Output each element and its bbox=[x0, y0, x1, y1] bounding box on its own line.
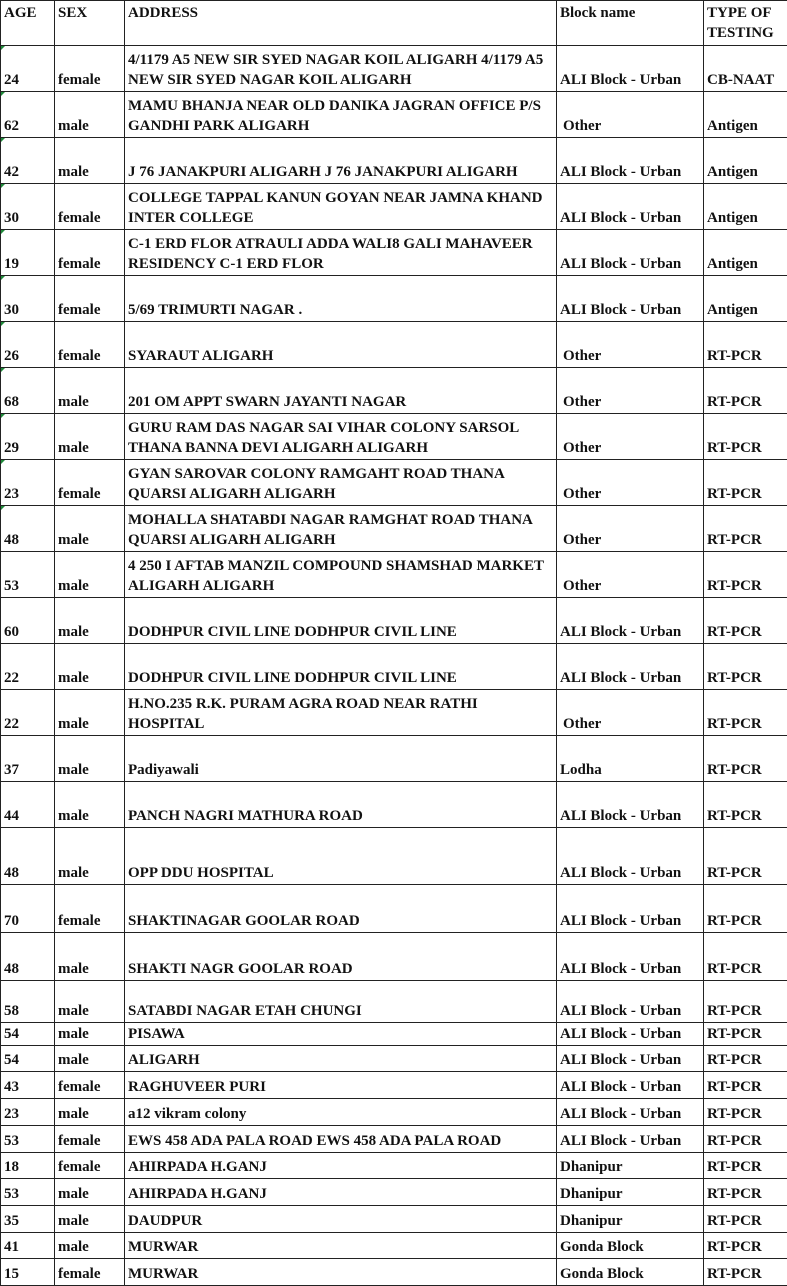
testing-type-cell: RT-PCR bbox=[704, 1206, 787, 1233]
sex-cell: male bbox=[55, 933, 125, 981]
sex-cell: female bbox=[55, 276, 125, 322]
address-cell: DAUDPUR bbox=[125, 1206, 557, 1233]
block-name-cell: Other bbox=[557, 414, 704, 460]
testing-type-cell: CB-NAAT bbox=[704, 46, 787, 92]
table-row bbox=[1, 1046, 787, 1072]
cell-comment-marker bbox=[1, 92, 5, 96]
address-cell: MURWAR bbox=[125, 1233, 557, 1259]
header-row bbox=[1, 1, 787, 46]
sex-cell: female bbox=[55, 885, 125, 933]
age-cell: 53 bbox=[1, 1126, 55, 1153]
cell-comment-marker bbox=[1, 276, 5, 280]
sex-cell: male bbox=[55, 92, 125, 138]
cell-comment-marker bbox=[1, 506, 5, 510]
address-cell: AHIRPADA H.GANJ bbox=[125, 1179, 557, 1206]
sex-cell: female bbox=[55, 230, 125, 276]
age-cell: 68 bbox=[1, 368, 55, 414]
address-cell: RAGHUVEER PURI bbox=[125, 1072, 557, 1099]
block-name-cell: ALI Block - Urban bbox=[557, 644, 704, 690]
address-cell: MAMU BHANJA NEAR OLD DANIKA JAGRAN OFFICE P/S GANDHI PARK ALIGARH bbox=[125, 92, 557, 138]
block-name-cell: ALI Block - Urban bbox=[557, 1046, 704, 1072]
sex-cell: male bbox=[55, 414, 125, 460]
age-cell: 30 bbox=[1, 184, 55, 230]
table-row bbox=[1, 1206, 787, 1233]
address-cell: J 76 JANAKPURI ALIGARH J 76 JANAKPURI ALIGARH bbox=[125, 138, 557, 184]
age-cell: 23 bbox=[1, 460, 55, 506]
cell-comment-marker bbox=[1, 460, 5, 464]
table-row bbox=[1, 276, 787, 322]
age-cell: 35 bbox=[1, 1206, 55, 1233]
age-cell: 44 bbox=[1, 782, 55, 828]
address-cell: GURU RAM DAS NAGAR SAI VIHAR COLONY SARSOL THANA BANNA DEVI ALIGARH ALIGARH bbox=[125, 414, 557, 460]
table-row bbox=[1, 368, 787, 414]
age-cell: 22 bbox=[1, 644, 55, 690]
block-name-cell: ALI Block - Urban bbox=[557, 782, 704, 828]
age-cell: 30 bbox=[1, 276, 55, 322]
sex-cell: male bbox=[55, 644, 125, 690]
cell-comment-marker bbox=[1, 368, 5, 372]
age-cell: 62 bbox=[1, 92, 55, 138]
testing-type-cell: RT-PCR bbox=[704, 1179, 787, 1206]
address-cell: SATABDI NAGAR ETAH CHUNGI bbox=[125, 981, 557, 1023]
testing-type-cell: RT-PCR bbox=[704, 690, 787, 736]
address-cell: SHAKTINAGAR GOOLAR ROAD bbox=[125, 885, 557, 933]
sex-cell: female bbox=[55, 1126, 125, 1153]
block-name-cell: ALI Block - Urban bbox=[557, 598, 704, 644]
block-name-cell: Gonda Block bbox=[557, 1259, 704, 1286]
table-row bbox=[1, 1099, 787, 1126]
block-name-cell: ALI Block - Urban bbox=[557, 46, 704, 92]
table-row bbox=[1, 184, 787, 230]
age-cell: 18 bbox=[1, 1153, 55, 1179]
testing-type-cell: RT-PCR bbox=[704, 1233, 787, 1259]
age-cell: 15 bbox=[1, 1259, 55, 1286]
address-cell: DODHPUR CIVIL LINE DODHPUR CIVIL LINE bbox=[125, 644, 557, 690]
cell-comment-marker bbox=[1, 230, 5, 234]
testing-type-cell: RT-PCR bbox=[704, 1126, 787, 1153]
age-cell: 41 bbox=[1, 1233, 55, 1259]
table-row bbox=[1, 506, 787, 552]
address-cell: 5/69 TRIMURTI NAGAR . bbox=[125, 276, 557, 322]
testing-type-cell: RT-PCR bbox=[704, 368, 787, 414]
testing-type-cell: RT-PCR bbox=[704, 1099, 787, 1126]
block-name-cell: Dhanipur bbox=[557, 1206, 704, 1233]
block-name-cell: ALI Block - Urban bbox=[557, 1126, 704, 1153]
sex-cell: male bbox=[55, 1206, 125, 1233]
table-row bbox=[1, 1233, 787, 1259]
address-cell: ALIGARH bbox=[125, 1046, 557, 1072]
block-name-cell: ALI Block - Urban bbox=[557, 885, 704, 933]
sex-cell: male bbox=[55, 552, 125, 598]
block-name-cell: Lodha bbox=[557, 736, 704, 782]
testing-type-cell: RT-PCR bbox=[704, 644, 787, 690]
block-name-cell: Other bbox=[557, 322, 704, 368]
table-row bbox=[1, 644, 787, 690]
age-cell: 48 bbox=[1, 506, 55, 552]
age-cell: 48 bbox=[1, 933, 55, 981]
address-cell: MURWAR bbox=[125, 1259, 557, 1286]
table-row bbox=[1, 552, 787, 598]
block-name-cell: Other bbox=[557, 552, 704, 598]
testing-type-cell: RT-PCR bbox=[704, 933, 787, 981]
age-cell: 70 bbox=[1, 885, 55, 933]
table-row bbox=[1, 138, 787, 184]
age-cell: 48 bbox=[1, 828, 55, 885]
address-cell: C-1 ERD FLOR ATRAULI ADDA WALI8 GALI MAHAVEER RESIDENCY C-1 ERD FLOR bbox=[125, 230, 557, 276]
sex-cell: female bbox=[55, 46, 125, 92]
sex-cell: male bbox=[55, 1233, 125, 1259]
age-cell: 54 bbox=[1, 1046, 55, 1072]
block-name-cell: ALI Block - Urban bbox=[557, 276, 704, 322]
table-row bbox=[1, 885, 787, 933]
block-name-cell: Other bbox=[557, 92, 704, 138]
table-row bbox=[1, 322, 787, 368]
address-cell: AHIRPADA H.GANJ bbox=[125, 1153, 557, 1179]
address-cell: a12 vikram colony bbox=[125, 1099, 557, 1126]
testing-type-cell: RT-PCR bbox=[704, 736, 787, 782]
block-name-cell: ALI Block - Urban bbox=[557, 981, 704, 1023]
testing-type-cell: RT-PCR bbox=[704, 322, 787, 368]
age-cell: 24 bbox=[1, 46, 55, 92]
sex-cell: male bbox=[55, 981, 125, 1023]
age-cell: 22 bbox=[1, 690, 55, 736]
age-cell: 26 bbox=[1, 322, 55, 368]
cell-comment-marker bbox=[1, 138, 5, 142]
testing-type-cell: RT-PCR bbox=[704, 1072, 787, 1099]
testing-type-cell: RT-PCR bbox=[704, 981, 787, 1023]
block-name-cell: ALI Block - Urban bbox=[557, 933, 704, 981]
age-cell: 43 bbox=[1, 1072, 55, 1099]
sex-cell: male bbox=[55, 782, 125, 828]
sex-cell: female bbox=[55, 460, 125, 506]
address-cell: COLLEGE TAPPAL KANUN GOYAN NEAR JAMNA KHAND INTER COLLEGE bbox=[125, 184, 557, 230]
testing-type-cell: RT-PCR bbox=[704, 1259, 787, 1286]
table-row bbox=[1, 230, 787, 276]
address-cell: 4 250 I AFTAB MANZIL COMPOUND SHAMSHAD MARKET ALIGARH ALIGARH bbox=[125, 552, 557, 598]
testing-type-cell: RT-PCR bbox=[704, 1023, 787, 1046]
testing-type-cell: RT-PCR bbox=[704, 828, 787, 885]
table-row bbox=[1, 1126, 787, 1153]
block-name-cell: ALI Block - Urban bbox=[557, 1099, 704, 1126]
block-name-cell: Other bbox=[557, 460, 704, 506]
sex-cell: male bbox=[55, 138, 125, 184]
table-row bbox=[1, 1153, 787, 1179]
block-name-cell: ALI Block - Urban bbox=[557, 828, 704, 885]
testing-type-cell: RT-PCR bbox=[704, 552, 787, 598]
testing-type-cell: RT-PCR bbox=[704, 1153, 787, 1179]
cell-comment-marker bbox=[1, 184, 5, 188]
address-cell: Padiyawali bbox=[125, 736, 557, 782]
block-name-cell: Other bbox=[557, 506, 704, 552]
sex-cell: male bbox=[55, 598, 125, 644]
address-cell: OPP DDU HOSPITAL bbox=[125, 828, 557, 885]
header-block-name: Block name bbox=[557, 1, 704, 46]
age-cell: 23 bbox=[1, 1099, 55, 1126]
address-cell: H.NO.235 R.K. PURAM AGRA ROAD NEAR RATHI HOSPITAL bbox=[125, 690, 557, 736]
testing-type-cell: Antigen bbox=[704, 276, 787, 322]
cell-comment-marker bbox=[1, 46, 5, 50]
testing-type-cell: RT-PCR bbox=[704, 414, 787, 460]
address-cell: GYAN SAROVAR COLONY RAMGAHT ROAD THANA QUARSI ALIGARH ALIGARH bbox=[125, 460, 557, 506]
address-cell: 201 OM APPT SWARN JAYANTI NAGAR bbox=[125, 368, 557, 414]
address-cell: SYARAUT ALIGARH bbox=[125, 322, 557, 368]
cell-comment-marker bbox=[1, 414, 5, 418]
age-cell: 19 bbox=[1, 230, 55, 276]
block-name-cell: Gonda Block bbox=[557, 1233, 704, 1259]
block-name-cell: ALI Block - Urban bbox=[557, 138, 704, 184]
header-address: ADDRESS bbox=[125, 1, 557, 46]
testing-type-cell: RT-PCR bbox=[704, 460, 787, 506]
table-row bbox=[1, 1259, 787, 1286]
cell-comment-marker bbox=[1, 322, 5, 326]
testing-type-cell: RT-PCR bbox=[704, 885, 787, 933]
table-row bbox=[1, 828, 787, 885]
testing-type-cell: Antigen bbox=[704, 230, 787, 276]
age-cell: 29 bbox=[1, 414, 55, 460]
block-name-cell: Dhanipur bbox=[557, 1153, 704, 1179]
testing-type-cell: Antigen bbox=[704, 92, 787, 138]
block-name-cell: Other bbox=[557, 368, 704, 414]
age-cell: 53 bbox=[1, 1179, 55, 1206]
table-row bbox=[1, 414, 787, 460]
address-cell: PISAWA bbox=[125, 1023, 557, 1046]
testing-type-cell: RT-PCR bbox=[704, 598, 787, 644]
age-cell: 58 bbox=[1, 981, 55, 1023]
table-row bbox=[1, 981, 787, 1023]
sex-cell: male bbox=[55, 1179, 125, 1206]
block-name-cell: ALI Block - Urban bbox=[557, 1023, 704, 1046]
table-row bbox=[1, 46, 787, 92]
sex-cell: male bbox=[55, 1023, 125, 1046]
sex-cell: female bbox=[55, 1153, 125, 1179]
header-type-of-testing: TYPE OF TESTING bbox=[704, 1, 787, 46]
sex-cell: male bbox=[55, 736, 125, 782]
age-cell: 54 bbox=[1, 1023, 55, 1046]
block-name-cell: ALI Block - Urban bbox=[557, 184, 704, 230]
sex-cell: male bbox=[55, 506, 125, 552]
sex-cell: male bbox=[55, 828, 125, 885]
testing-type-cell: RT-PCR bbox=[704, 1046, 787, 1072]
block-name-cell: Other bbox=[557, 690, 704, 736]
table-row bbox=[1, 933, 787, 981]
address-cell: PANCH NAGRI MATHURA ROAD bbox=[125, 782, 557, 828]
age-cell: 37 bbox=[1, 736, 55, 782]
sex-cell: female bbox=[55, 322, 125, 368]
testing-type-cell: RT-PCR bbox=[704, 782, 787, 828]
table-row bbox=[1, 1072, 787, 1099]
sex-cell: male bbox=[55, 1046, 125, 1072]
address-cell: MOHALLA SHATABDI NAGAR RAMGHAT ROAD THANA QUARSI ALIGARH ALIGARH bbox=[125, 506, 557, 552]
testing-type-cell: RT-PCR bbox=[704, 506, 787, 552]
age-cell: 60 bbox=[1, 598, 55, 644]
table-row bbox=[1, 690, 787, 736]
block-name-cell: ALI Block - Urban bbox=[557, 230, 704, 276]
address-cell: DODHPUR CIVIL LINE DODHPUR CIVIL LINE bbox=[125, 598, 557, 644]
table-row bbox=[1, 460, 787, 506]
table-row bbox=[1, 1023, 787, 1046]
sex-cell: female bbox=[55, 1072, 125, 1099]
block-name-cell: Dhanipur bbox=[557, 1179, 704, 1206]
address-cell: 4/1179 A5 NEW SIR SYED NAGAR KOIL ALIGARH 4/1179 A5 NEW SIR SYED NAGAR KOIL ALIGARH bbox=[125, 46, 557, 92]
address-cell: EWS 458 ADA PALA ROAD EWS 458 ADA PALA ROAD bbox=[125, 1126, 557, 1153]
sex-cell: female bbox=[55, 184, 125, 230]
age-cell: 53 bbox=[1, 552, 55, 598]
header-age: AGE bbox=[1, 1, 55, 46]
address-cell: SHAKTI NAGR GOOLAR ROAD bbox=[125, 933, 557, 981]
table-row bbox=[1, 1179, 787, 1206]
table-row bbox=[1, 598, 787, 644]
testing-type-cell: Antigen bbox=[704, 138, 787, 184]
table-row bbox=[1, 782, 787, 828]
header-sex: SEX bbox=[55, 1, 125, 46]
sex-cell: male bbox=[55, 1099, 125, 1126]
sex-cell: male bbox=[55, 690, 125, 736]
age-cell: 42 bbox=[1, 138, 55, 184]
testing-type-cell: Antigen bbox=[704, 184, 787, 230]
table-row bbox=[1, 92, 787, 138]
sex-cell: male bbox=[55, 368, 125, 414]
block-name-cell: ALI Block - Urban bbox=[557, 1072, 704, 1099]
sex-cell: female bbox=[55, 1259, 125, 1286]
table-row bbox=[1, 736, 787, 782]
